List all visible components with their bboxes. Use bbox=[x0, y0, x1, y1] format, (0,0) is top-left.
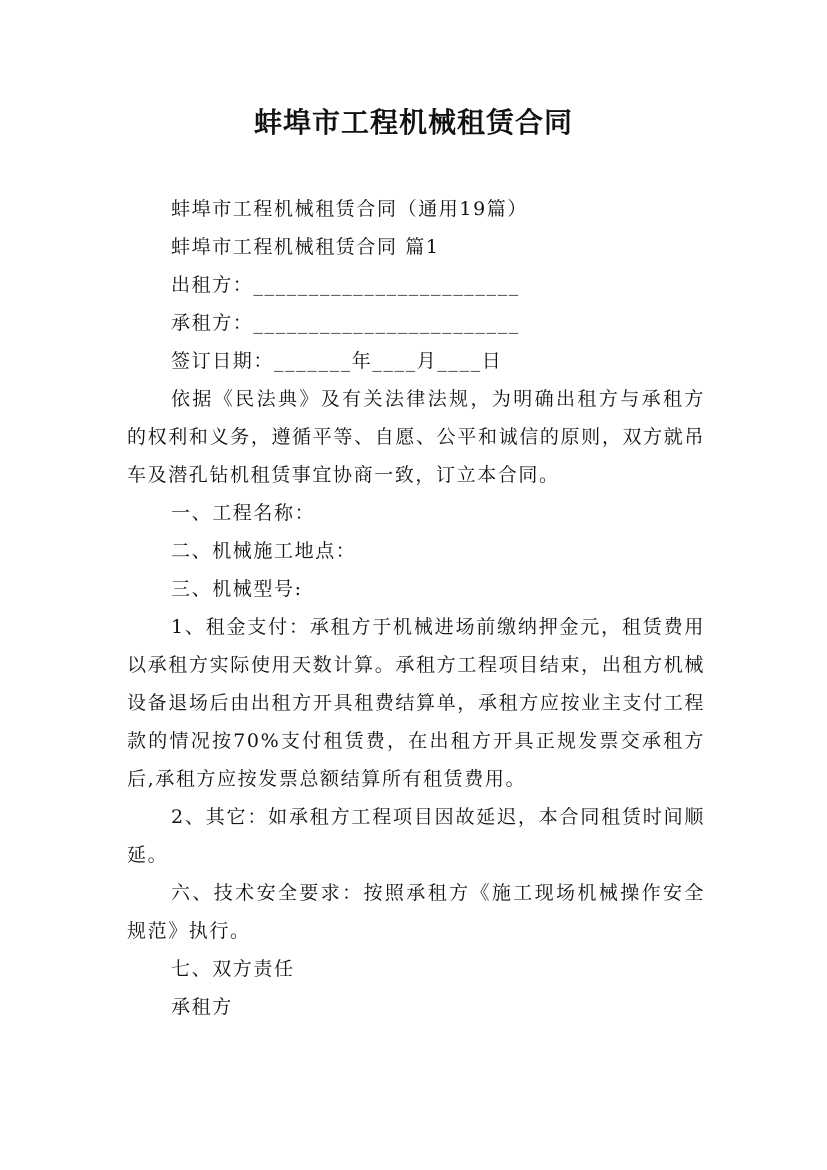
document-subtitle: 蚌埠市工程机械租赁合同（通用19篇） bbox=[171, 198, 528, 220]
item-safety-requirements: 六、技术安全要求：按照承租方《施工现场机械操作安全规范》执行。 bbox=[127, 882, 705, 942]
item-responsibilities: 七、双方责任 bbox=[171, 958, 295, 980]
section-heading: 蚌埠市工程机械租赁合同 篇1 bbox=[171, 236, 440, 258]
item-machine-model: 三、机械型号: bbox=[171, 578, 303, 600]
document-body bbox=[127, 190, 705, 1026]
item-project-name: 一、工程名称： bbox=[171, 502, 316, 524]
preamble-paragraph: 依据《民法典》及有关法律法规，为明确出租方与承租方的权利和义务，遵循平等、自愿、公平和诚信的原则，双方就吊车及潜孔钻机租赁事宜协商一致，订立本合同。 bbox=[127, 388, 705, 486]
sign-date-line: 签订日期：_______年____月____日 bbox=[171, 350, 503, 372]
clause-rent-payment: 1、租金支付：承租方于机械进场前缴纳押金元，租赁费用以承租方实际使用天数计算。承租方工程项目结束，出租方机械设备退场后由出租方开具租费结算单，承租方应按业主支付工程款的情况按70%支付租赁费，在出租方开具正规发票交承租方后,承租方应按发票总额结算所有租赁费用。 bbox=[127, 616, 705, 790]
lessor-line: 出租方：________________________ bbox=[171, 274, 520, 296]
item-construction-site: 二、机械施工地点： bbox=[171, 540, 357, 562]
clause-other: 2、其它：如承租方工程项目因故延迟，本合同租赁时间顺延。 bbox=[127, 806, 705, 866]
lessee-label: 承租方 bbox=[171, 996, 233, 1018]
document-title: 蚌埠市工程机械租赁合同 bbox=[253, 106, 573, 139]
lessee-line: 承租方：________________________ bbox=[171, 312, 520, 334]
